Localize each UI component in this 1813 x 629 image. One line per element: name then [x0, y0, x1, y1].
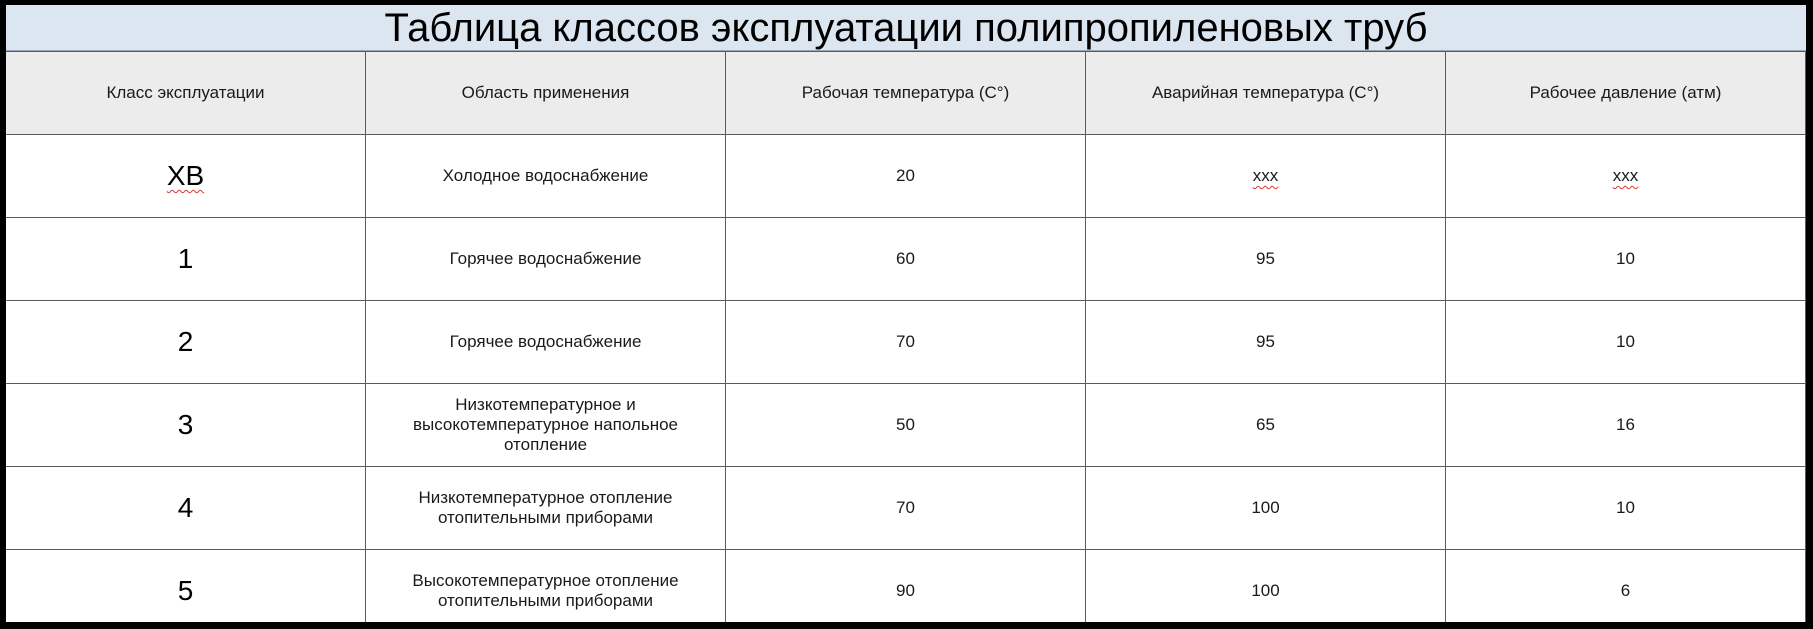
header-class: Класс эксплуатации: [6, 52, 366, 135]
class-cell: 3: [6, 384, 366, 467]
header-work-pressure: Рабочее давление (атм): [1446, 52, 1806, 135]
table-title: Таблица классов эксплуатации полипропиленовых труб: [6, 5, 1806, 51]
table-row: [6, 135, 1806, 218]
work-pressure-cell: 10: [1446, 301, 1806, 384]
emergency-temperature-cell: [1086, 135, 1446, 218]
application-cell: Высокотемпературное отопление отопительными приборами: [366, 550, 726, 623]
work-temperature-cell: 70: [726, 301, 1086, 384]
work-pressure-cell: 6: [1446, 550, 1806, 623]
table-row: [6, 384, 1806, 467]
class-cell: [6, 135, 366, 218]
table-row: [6, 550, 1806, 623]
work-pressure-cell: 16: [1446, 384, 1806, 467]
work-temperature-cell: 60: [726, 218, 1086, 301]
emergency-temperature-cell: 100: [1086, 550, 1446, 623]
work-temperature-cell: 70: [726, 467, 1086, 550]
work-pressure-cell: 10: [1446, 467, 1806, 550]
operation-classes-table: [6, 51, 1806, 622]
emergency-temperature-cell: 95: [1086, 218, 1446, 301]
application-cell: Горячее водоснабжение: [366, 301, 726, 384]
work-pressure-value: ххх: [1612, 166, 1639, 185]
class-cell: 2: [6, 301, 366, 384]
header-row: [6, 52, 1806, 135]
emergency-temperature-value: ххх: [1252, 166, 1279, 185]
class-cell: 4: [6, 467, 366, 550]
emergency-temperature-cell: 100: [1086, 467, 1446, 550]
emergency-temperature-cell: 65: [1086, 384, 1446, 467]
class-cell: 5: [6, 550, 366, 623]
class-value: ХВ: [166, 160, 205, 191]
application-cell: Низкотемпературное отопление отопительными приборами: [366, 467, 726, 550]
table-row: [6, 218, 1806, 301]
header-application: Область применения: [366, 52, 726, 135]
application-cell: Холодное водоснабжение: [366, 135, 726, 218]
class-cell: 1: [6, 218, 366, 301]
header-emergency-temperature: Аварийная температура (С°): [1086, 52, 1446, 135]
header-work-temperature: Рабочая температура (С°): [726, 52, 1086, 135]
emergency-temperature-cell: 95: [1086, 301, 1446, 384]
work-pressure-cell: [1446, 135, 1806, 218]
work-temperature-cell: 90: [726, 550, 1086, 623]
application-cell: Горячее водоснабжение: [366, 218, 726, 301]
work-pressure-cell: 10: [1446, 218, 1806, 301]
table-row: [6, 301, 1806, 384]
application-cell: Низкотемпературное и высокотемпературное напольное отопление: [366, 384, 726, 467]
work-temperature-cell: 20: [726, 135, 1086, 218]
document-frame: [6, 5, 1806, 622]
work-temperature-cell: 50: [726, 384, 1086, 467]
table-row: [6, 467, 1806, 550]
